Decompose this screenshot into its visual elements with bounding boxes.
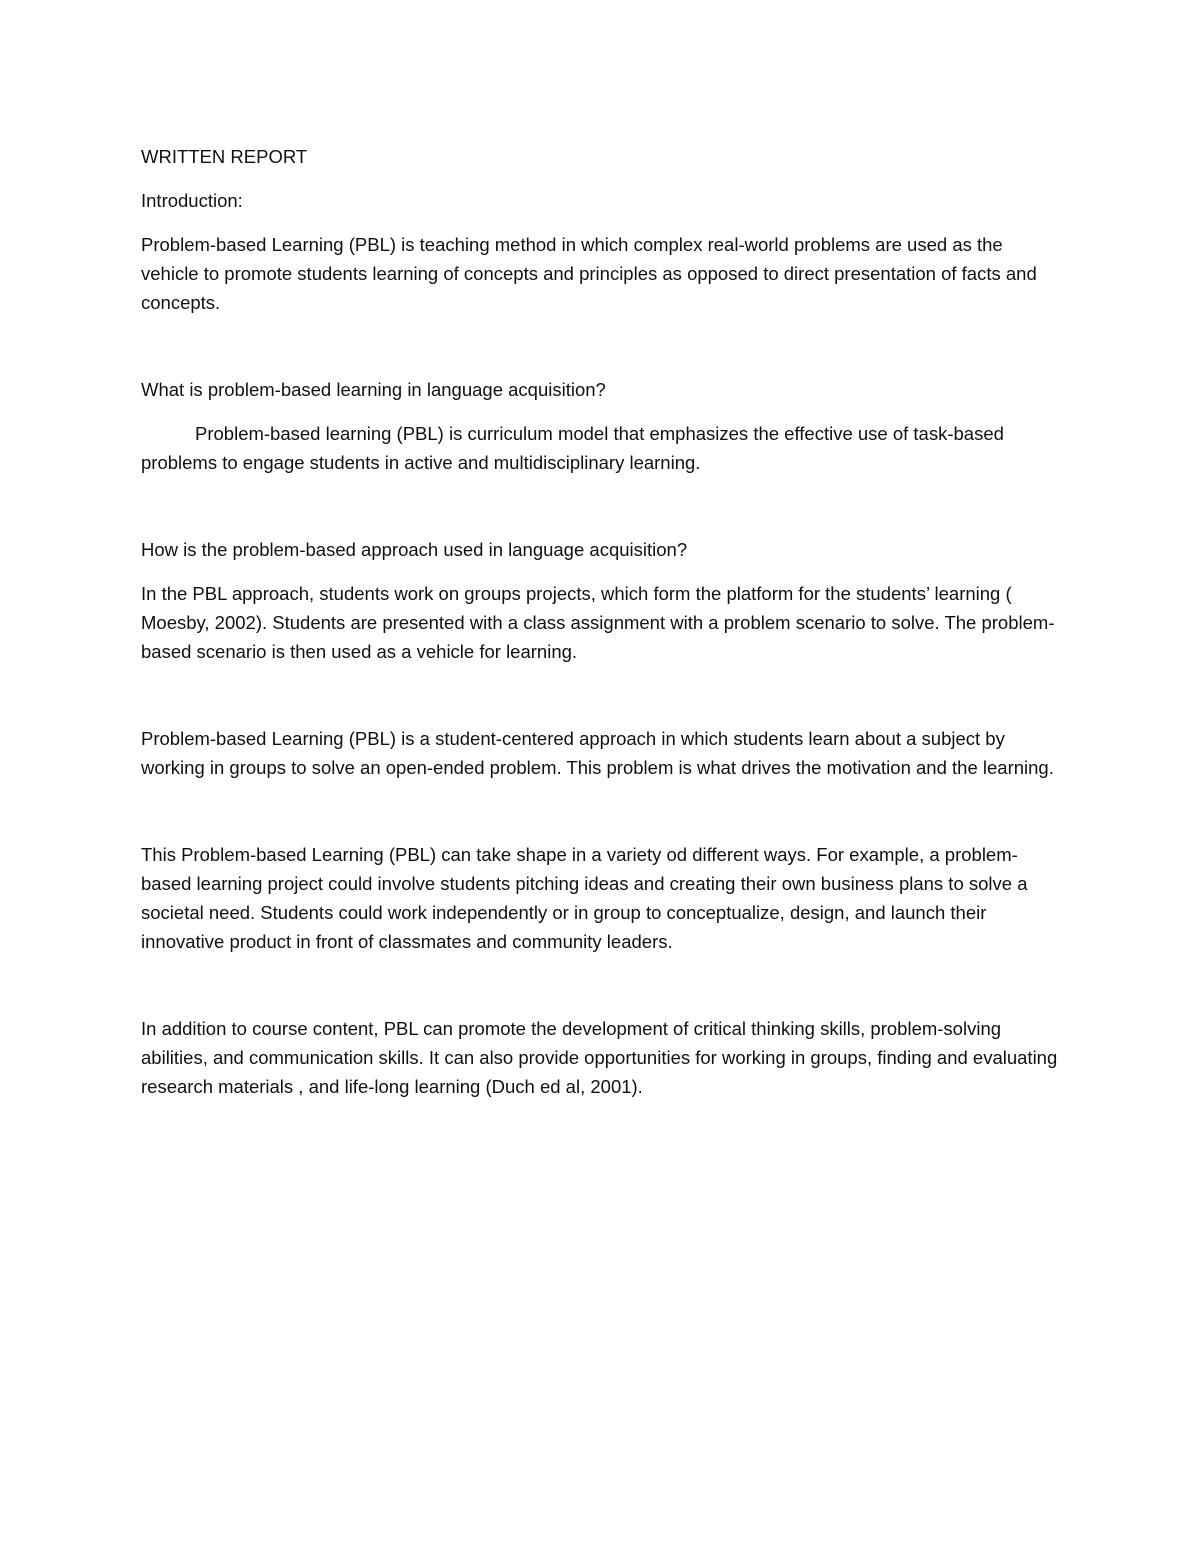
document-body — [141, 142, 1061, 1101]
paragraph-4: This Problem-based Learning (PBL) can take shape in a variety od different ways. For example, a problem-based learning project could involve students pitching ideas and creating their own business plans to solve a societal need. Students could work independently or in group to conceptualize, design, and launch their innovative product in front of classmates and community leaders. — [141, 844, 1028, 952]
paragraph-5: In addition to course content, PBL can promote the development of critical thinking skills, problem-solving abilities, and communication skills. It can also provide opportunities for working in groups, finding and evaluating research materials , and life-long learning (Duch ed al, 2001). — [141, 1018, 1058, 1097]
question-2: How is the problem-based approach used in language acquisition? — [141, 539, 688, 560]
question-1: What is problem-based learning in language acquisition? — [141, 379, 606, 400]
answer-1: Problem-based learning (PBL) is curriculum model that emphasizes the effective use of task-based problems to engage students in active and multidisciplinary learning. — [141, 423, 1004, 473]
intro-heading: Introduction: — [141, 190, 243, 211]
document-title: WRITTEN REPORT — [141, 146, 308, 167]
answer-2: In the PBL approach, students work on groups projects, which form the platform for the students’ learning ( Moesby, 2002). Students are presented with a class assignment with a problem scenario to solve. The problem-based scenario is then used as a vehicle for learning. — [141, 583, 1055, 662]
paragraph-3: Problem-based Learning (PBL) is a student-centered approach in which students learn about a subject by working in groups to solve an open-ended problem. This problem is what drives the motivation and the learning. — [141, 728, 1054, 778]
intro-paragraph: Problem-based Learning (PBL) is teaching method in which complex real-world problems are used as the vehicle to promote students learning of concepts and principles as opposed to direct presentation of facts and concepts. — [141, 234, 1037, 313]
